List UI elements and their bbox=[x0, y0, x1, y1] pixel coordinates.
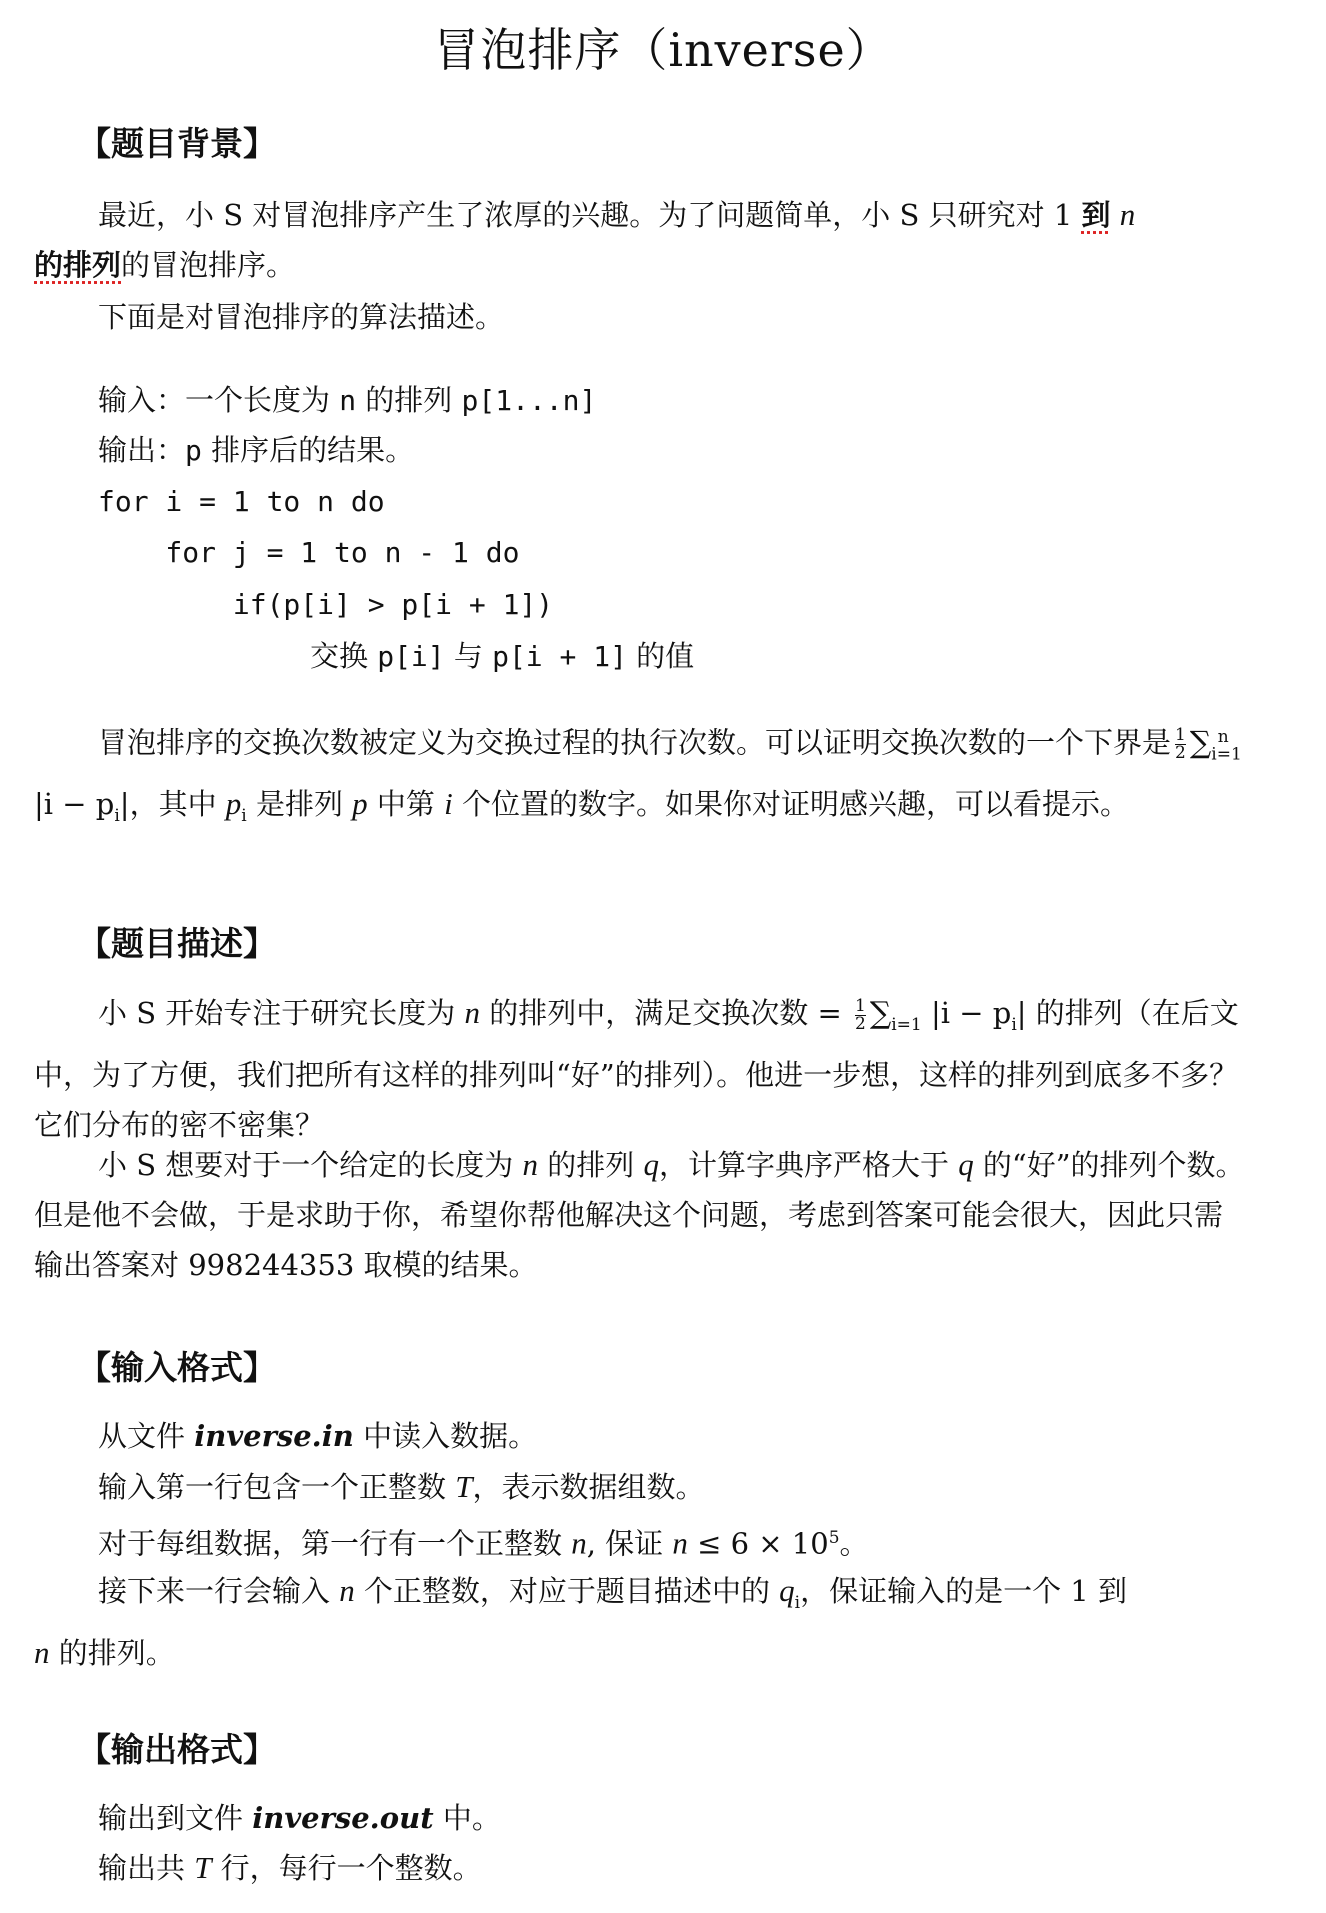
section-heading-input: 【输入格式】 bbox=[78, 1348, 276, 1387]
section-heading-description: 【题目描述】 bbox=[78, 924, 276, 963]
algorithm-code-line-4: 交换 p[i] 与 p[i + 1] 的值 bbox=[310, 639, 695, 673]
algorithm-code-line-1: for i = 1 to n do bbox=[98, 485, 385, 518]
algorithm-input-line: 输入：一个长度为 n 的排列 p[1...n] bbox=[98, 383, 597, 417]
background-paragraph-1: 最近，小 S 对冒泡排序产生了浓厚的兴趣。为了问题简单，小 S 只研究对 1 到 n 的排列的冒泡排序。 bbox=[34, 197, 1136, 282]
output-line-1: 输出到文件 inverse.out 中。 bbox=[98, 1801, 501, 1835]
algorithm-code-line-3: if(p[i] > p[i + 1]) bbox=[98, 588, 554, 621]
input-line-2: 输入第一行包含一个正整数 T，表示数据组数。 bbox=[98, 1469, 705, 1504]
input-line-3: 对于每组数据，第一行有一个正整数 n, 保证 $n \le 6 \times 10^5$。 bbox=[98, 1525, 869, 1561]
description-paragraph-2: 小 S 想要对于一个给定的长度为 n 的排列 q，计算字典序严格大于 q 的“好”的排列个数。但是他不会做，于是求助于你，希望你帮他解决这个问题，考虑到答案可能会很大，因此只需输出答案对 998244353 取模的结果。 bbox=[34, 1147, 1245, 1282]
output-line-2: 输出共 T 行，每行一个整数。 bbox=[98, 1850, 482, 1885]
input-line-4: 接下来一行会输入 n 个正整数，对应于题目描述中的 $q_i$，保证输入的是一个 1 到 n 的排列。 bbox=[34, 1573, 1127, 1670]
background-paragraph-2: 下面是对冒泡排序的算法描述。 bbox=[98, 300, 505, 334]
algorithm-output-line: 输出：p 排序后的结果。 bbox=[98, 433, 415, 467]
input-line-1: 从文件 inverse.in 中读入数据。 bbox=[98, 1419, 538, 1453]
background-paragraph-3: 冒泡排序的交换次数被定义为交换过程的执行次数。可以证明交换次数的一个下界是 $\frac{1}{2}$ $\sum_{i=1}^n$ $|i - p_i|$，其中 $p_i$ 是排列 p 中第 i 个位置的数字。如果你对证明感兴趣，可以看提示。 bbox=[34, 725, 1242, 827]
section-heading-background: 【题目背景】 bbox=[78, 124, 276, 163]
section-heading-output: 【输出格式】 bbox=[78, 1730, 276, 1769]
algorithm-code-line-2: for j = 1 to n - 1 do bbox=[98, 536, 520, 569]
fraction-half: $\frac{1}{2}$ bbox=[1175, 725, 1186, 764]
page-title: 冒泡排序（inverse） bbox=[433, 23, 893, 77]
description-paragraph-1: 小 S 开始专注于研究长度为 n 的排列中，满足交换次数 = $\frac{1}{2}$ $\sum_{i=1}$ $|i - p_i|$ 的排列（在后文中，为了方便，我们把所有这样的排列叫“好”的排列）。他进一步想，这样的排列到底多不多？它们分布的密不密集？ bbox=[34, 995, 1239, 1142]
